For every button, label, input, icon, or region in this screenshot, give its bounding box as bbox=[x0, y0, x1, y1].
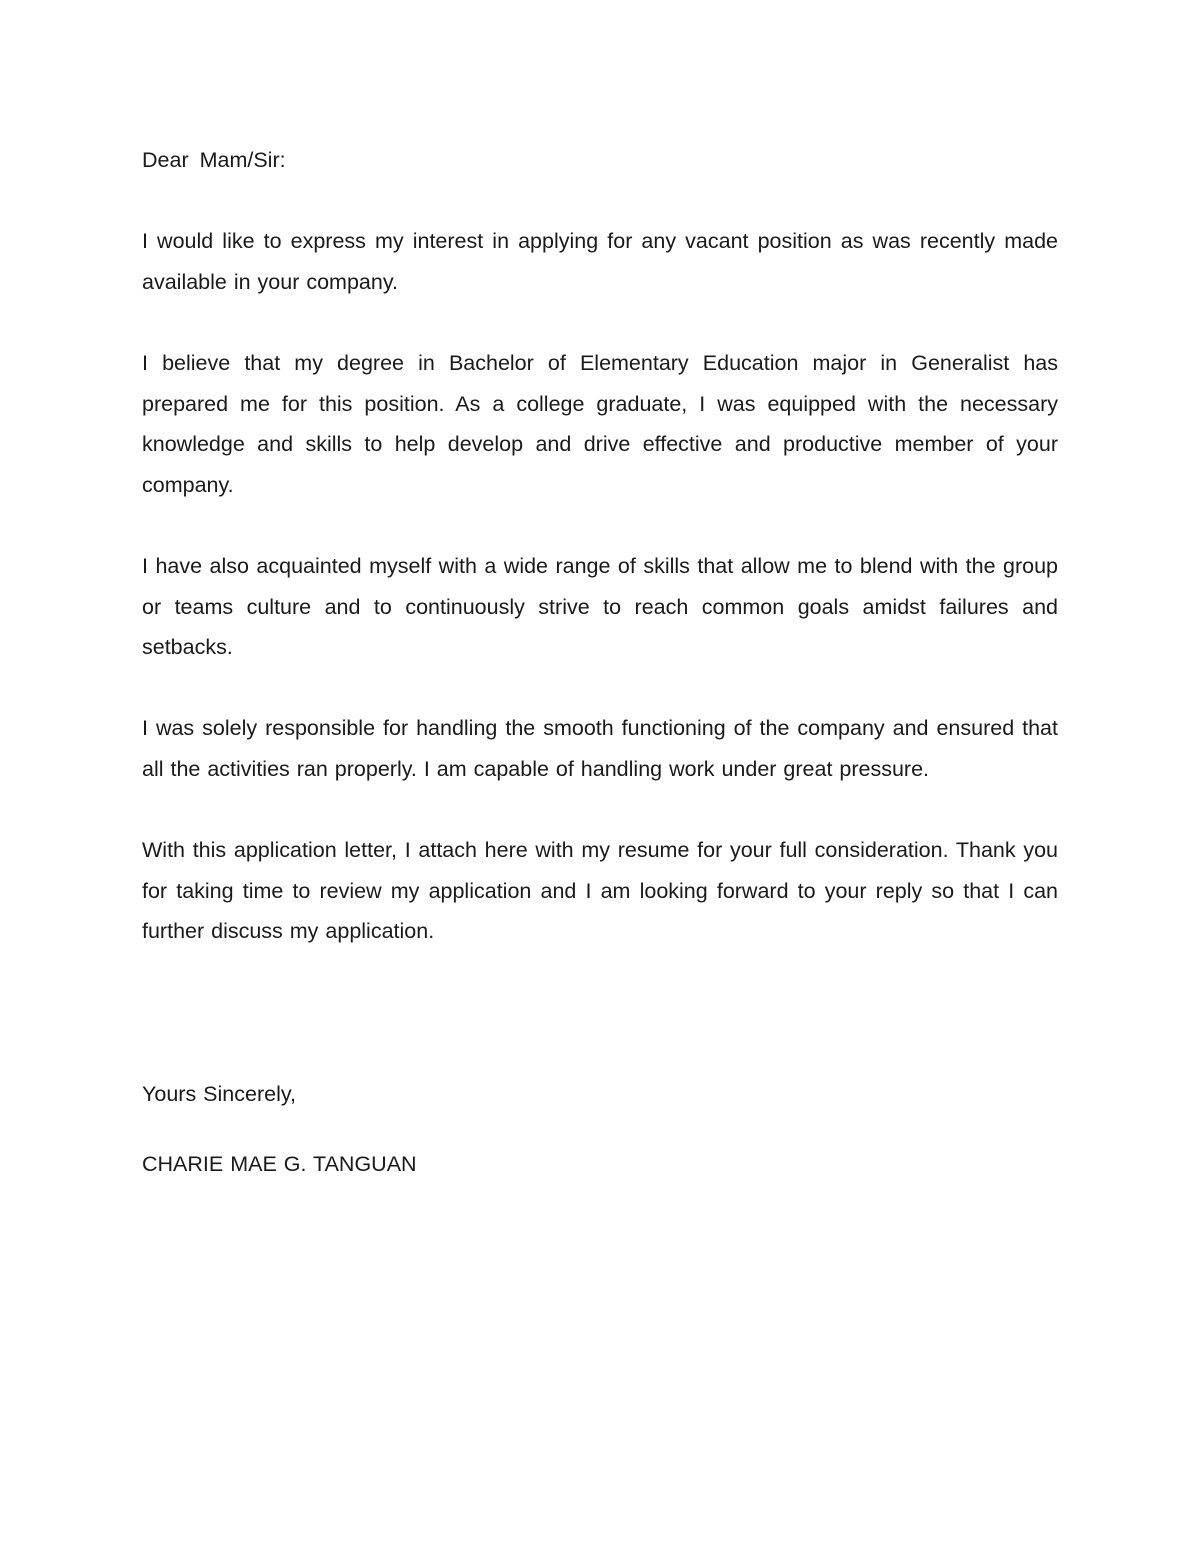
letter-salutation: Dear Mam/Sir: bbox=[142, 148, 286, 172]
application-letter bbox=[142, 140, 1058, 1185]
signature-name: CHARIE MAE G. TANGUAN bbox=[142, 1152, 417, 1177]
letter-paragraph-1: I would like to express my interest in applying for any vacant position as was recently made available in your company. bbox=[142, 229, 1058, 294]
letter-paragraph-4: I was solely responsible for handling the smooth functioning of the company and ensured that all the activities ran properly. I am capable of handling work under great pressure. bbox=[142, 716, 1058, 781]
letter-paragraph-5: With this application letter, I attach here with my resume for your full consideration. Thank you for taking time to review my application and I am looking forward to your reply so that I can further discuss my application. bbox=[142, 838, 1058, 944]
letter-closing: Yours Sincerely, bbox=[142, 1081, 296, 1106]
letter-paragraph-2: I believe that my degree in Bachelor of Elementary Education major in Generalist has prepared me for this position. As a college graduate, I was equipped with the necessary knowledge and skills to help develop and drive effective and productive member of your company. bbox=[142, 350, 1058, 497]
letter-paragraph-3: I have also acquainted myself with a wide range of skills that allow me to blend with the group or teams culture and to continuously strive to reach common goals amidst failures and setbacks. bbox=[142, 553, 1058, 660]
